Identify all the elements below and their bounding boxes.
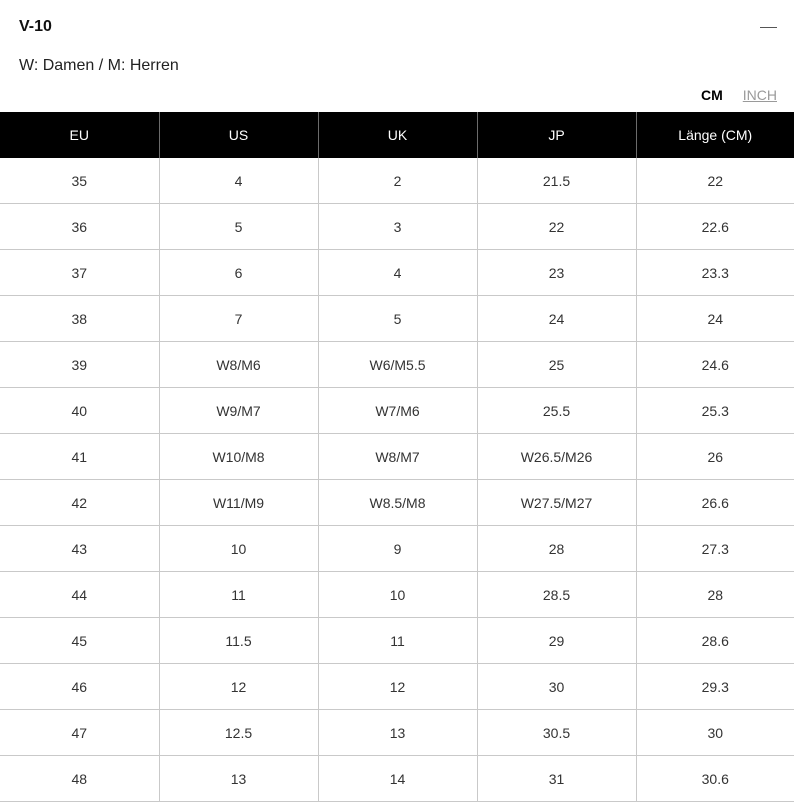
cell-us: 13	[159, 756, 318, 802]
table-row	[0, 572, 794, 618]
cell-length: 30	[636, 710, 794, 756]
cell-length: 24	[636, 296, 794, 342]
cell-uk: W8/M7	[318, 434, 477, 480]
cell-uk: W6/M5.5	[318, 342, 477, 388]
cell-jp: 21.5	[477, 158, 636, 204]
cell-jp: 29	[477, 618, 636, 664]
table-row	[0, 526, 794, 572]
table-row	[0, 296, 794, 342]
cell-eu: 36	[0, 204, 159, 250]
cell-jp: 22	[477, 204, 636, 250]
cell-jp: W26.5/M26	[477, 434, 636, 480]
cell-uk: 14	[318, 756, 477, 802]
cell-us: W9/M7	[159, 388, 318, 434]
cell-eu: 39	[0, 342, 159, 388]
cell-uk: 10	[318, 572, 477, 618]
table-row	[0, 250, 794, 296]
cell-length: 28	[636, 572, 794, 618]
table-row	[0, 388, 794, 434]
cell-uk: 4	[318, 250, 477, 296]
cell-length: 25.3	[636, 388, 794, 434]
cell-eu: 47	[0, 710, 159, 756]
cell-us: 12	[159, 664, 318, 710]
cell-jp: 31	[477, 756, 636, 802]
cell-jp: W27.5/M27	[477, 480, 636, 526]
cell-eu: 40	[0, 388, 159, 434]
cell-eu: 37	[0, 250, 159, 296]
cell-length: 24.6	[636, 342, 794, 388]
cell-us: 7	[159, 296, 318, 342]
column-header-us: US	[159, 112, 318, 158]
cell-us: 11.5	[159, 618, 318, 664]
cell-us: 6	[159, 250, 318, 296]
cell-length: 28.6	[636, 618, 794, 664]
cell-eu: 41	[0, 434, 159, 480]
table-row	[0, 664, 794, 710]
cell-jp: 25.5	[477, 388, 636, 434]
cell-eu: 44	[0, 572, 159, 618]
cell-eu: 48	[0, 756, 159, 802]
collapse-button[interactable]	[758, 16, 780, 38]
cell-uk: 11	[318, 618, 477, 664]
column-header-eu: EU	[0, 112, 159, 158]
cell-length: 26.6	[636, 480, 794, 526]
cell-us: 12.5	[159, 710, 318, 756]
cell-eu: 35	[0, 158, 159, 204]
cell-us: 4	[159, 158, 318, 204]
cell-jp: 25	[477, 342, 636, 388]
cell-eu: 42	[0, 480, 159, 526]
size-chart-header	[0, 0, 794, 112]
table-row	[0, 342, 794, 388]
cell-uk: 12	[318, 664, 477, 710]
cell-length: 27.3	[636, 526, 794, 572]
table-header-row	[0, 112, 794, 158]
cell-uk: 9	[318, 526, 477, 572]
cell-us: W8/M6	[159, 342, 318, 388]
cell-jp: 30.5	[477, 710, 636, 756]
cell-us: W11/M9	[159, 480, 318, 526]
cell-jp: 28	[477, 526, 636, 572]
table-row	[0, 618, 794, 664]
table-row	[0, 480, 794, 526]
cell-length: 30.6	[636, 756, 794, 802]
cell-us: W10/M8	[159, 434, 318, 480]
unit-inch-option[interactable]: INCH	[742, 87, 777, 103]
column-header-jp: JP	[477, 112, 636, 158]
table-row	[0, 204, 794, 250]
cell-uk: 2	[318, 158, 477, 204]
cell-jp: 23	[477, 250, 636, 296]
cell-length: 26	[636, 434, 794, 480]
size-table	[0, 112, 794, 802]
cell-uk: 5	[318, 296, 477, 342]
cell-jp: 24	[477, 296, 636, 342]
unit-cm-option[interactable]: CM	[700, 87, 723, 103]
cell-uk: 3	[318, 204, 477, 250]
cell-us: 5	[159, 204, 318, 250]
cell-length: 23.3	[636, 250, 794, 296]
cell-eu: 38	[0, 296, 159, 342]
table-row	[0, 710, 794, 756]
cell-us: 10	[159, 526, 318, 572]
cell-uk: W7/M6	[318, 388, 477, 434]
cell-length: 29.3	[636, 664, 794, 710]
cell-us: 11	[159, 572, 318, 618]
cell-uk: W8.5/M8	[318, 480, 477, 526]
page-title: V-10	[19, 18, 52, 35]
cell-jp: 30	[477, 664, 636, 710]
cell-eu: 43	[0, 526, 159, 572]
cell-eu: 46	[0, 664, 159, 710]
column-header-uk: UK	[318, 112, 477, 158]
gender-legend: W: Damen / M: Herren	[19, 57, 179, 74]
cell-length: 22.6	[636, 204, 794, 250]
table-row	[0, 434, 794, 480]
cell-jp: 28.5	[477, 572, 636, 618]
table-row	[0, 158, 794, 204]
column-header-length: Länge (CM)	[636, 112, 794, 158]
cell-uk: 13	[318, 710, 477, 756]
cell-eu: 45	[0, 618, 159, 664]
table-body	[0, 158, 794, 802]
cell-length: 22	[636, 158, 794, 204]
unit-toggle	[701, 86, 777, 104]
minus-icon	[760, 27, 777, 28]
